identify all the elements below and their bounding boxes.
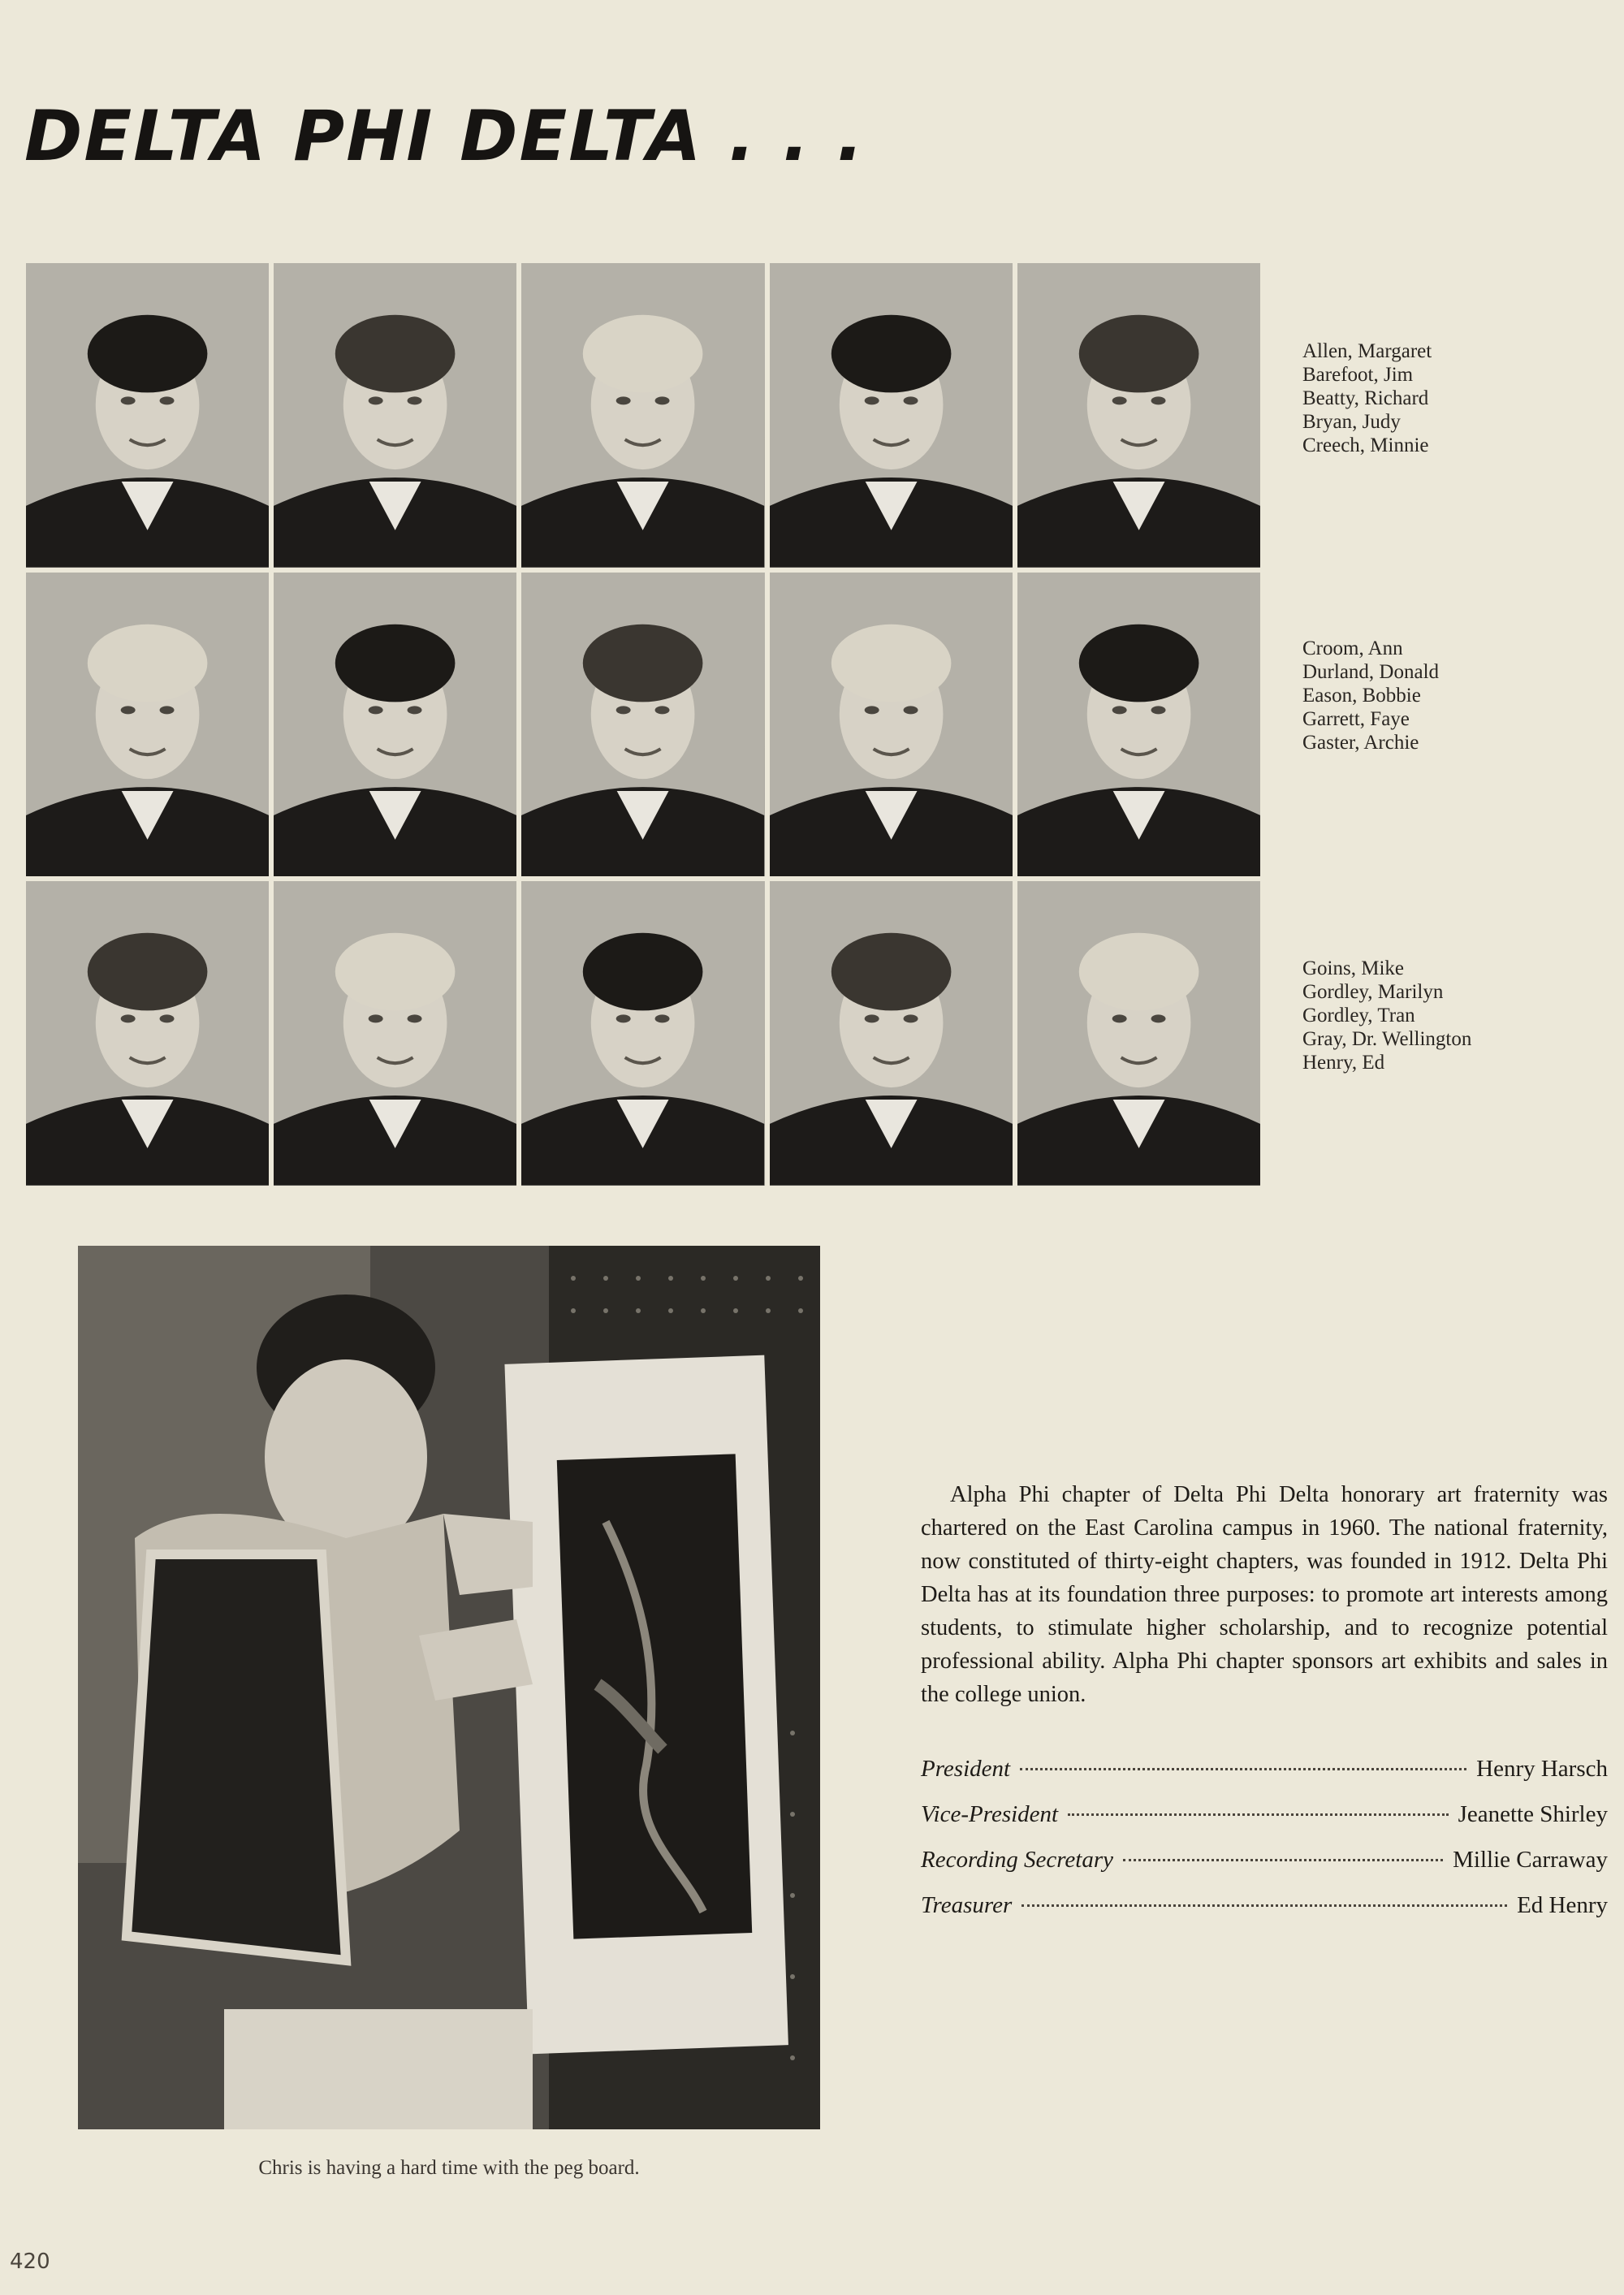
officer-name: Millie Carraway bbox=[1453, 1847, 1608, 1873]
student-name: Bryan, Judy bbox=[1302, 411, 1401, 433]
officer-row bbox=[921, 1892, 1608, 1938]
student-name: Garrett, Faye bbox=[1302, 708, 1410, 730]
officer-title: President bbox=[921, 1756, 1011, 1782]
student-name: Gaster, Archie bbox=[1302, 732, 1419, 754]
portrait-photo bbox=[274, 881, 516, 1186]
officer-title: Treasurer bbox=[921, 1892, 1013, 1918]
dot-leader bbox=[1123, 1859, 1443, 1861]
name-list-row-1 bbox=[1302, 339, 1432, 457]
page-title: DELTA PHI DELTA . . . bbox=[24, 96, 866, 177]
student-name: Eason, Bobbie bbox=[1302, 685, 1421, 707]
student-name: Henry, Ed bbox=[1302, 1052, 1385, 1074]
portrait-photo bbox=[770, 881, 1013, 1186]
student-name: Croom, Ann bbox=[1302, 638, 1403, 659]
officer-title: Recording Secretary bbox=[921, 1847, 1114, 1873]
chapter-description: Alpha Phi chapter of Delta Phi Delta honorary art fraternity was chartered on the East Carolina campus in 1960. The national fraternity, now constituted of thirty-eight chapters, was founded in 1912. Delta Phi Delta has at its foundation three purposes: to promote art interests among students, to stimulate higher scholarship, and to recognize potential professional ability. Alpha Phi chapter sponsors art exhibits and sales in the college union. bbox=[921, 1482, 1608, 1707]
student-name: Gray, Dr. Wellington bbox=[1302, 1028, 1472, 1050]
portrait-photo bbox=[26, 881, 269, 1186]
portrait-photo bbox=[521, 573, 764, 877]
dot-leader bbox=[1068, 1813, 1448, 1816]
portrait-photo bbox=[1017, 263, 1260, 568]
name-list-row-3 bbox=[1302, 957, 1471, 1074]
student-name: Gordley, Tran bbox=[1302, 1005, 1415, 1026]
portrait-photo bbox=[1017, 573, 1260, 877]
student-name: Barefoot, Jim bbox=[1302, 364, 1414, 386]
officer-name: Henry Harsch bbox=[1476, 1756, 1608, 1782]
student-name: Goins, Mike bbox=[1302, 957, 1404, 979]
portrait-photo bbox=[26, 263, 269, 568]
dot-leader bbox=[1020, 1768, 1466, 1770]
student-name: Beatty, Richard bbox=[1302, 387, 1429, 409]
portrait-photo bbox=[521, 263, 764, 568]
officer-row bbox=[921, 1756, 1608, 1801]
photo-caption: Chris is having a hard time with the peg board. bbox=[258, 2157, 640, 2179]
student-name: Gordley, Marilyn bbox=[1302, 981, 1444, 1003]
portrait-photo bbox=[274, 573, 516, 877]
name-list-row-2 bbox=[1302, 637, 1439, 754]
portrait-photo bbox=[770, 263, 1013, 568]
officer-name: Ed Henry bbox=[1517, 1892, 1608, 1918]
portrait-photo bbox=[770, 573, 1013, 877]
page-number: 420 bbox=[10, 2250, 50, 2274]
portrait-photo bbox=[521, 881, 764, 1186]
officer-row bbox=[921, 1801, 1608, 1847]
portrait-grid bbox=[26, 263, 1260, 1186]
portrait-photo bbox=[26, 573, 269, 877]
student-name: Allen, Margaret bbox=[1302, 340, 1432, 362]
portrait-photo bbox=[1017, 881, 1260, 1186]
officer-row bbox=[921, 1847, 1608, 1892]
student-name: Creech, Minnie bbox=[1302, 434, 1429, 456]
candid-photo bbox=[78, 1246, 820, 2129]
officer-name: Jeanette Shirley bbox=[1458, 1801, 1608, 1827]
student-name: Durland, Donald bbox=[1302, 661, 1440, 683]
officers-list bbox=[921, 1756, 1608, 1938]
officer-title: Vice-President bbox=[921, 1801, 1059, 1827]
portrait-photo bbox=[274, 263, 516, 568]
dot-leader bbox=[1021, 1904, 1507, 1907]
